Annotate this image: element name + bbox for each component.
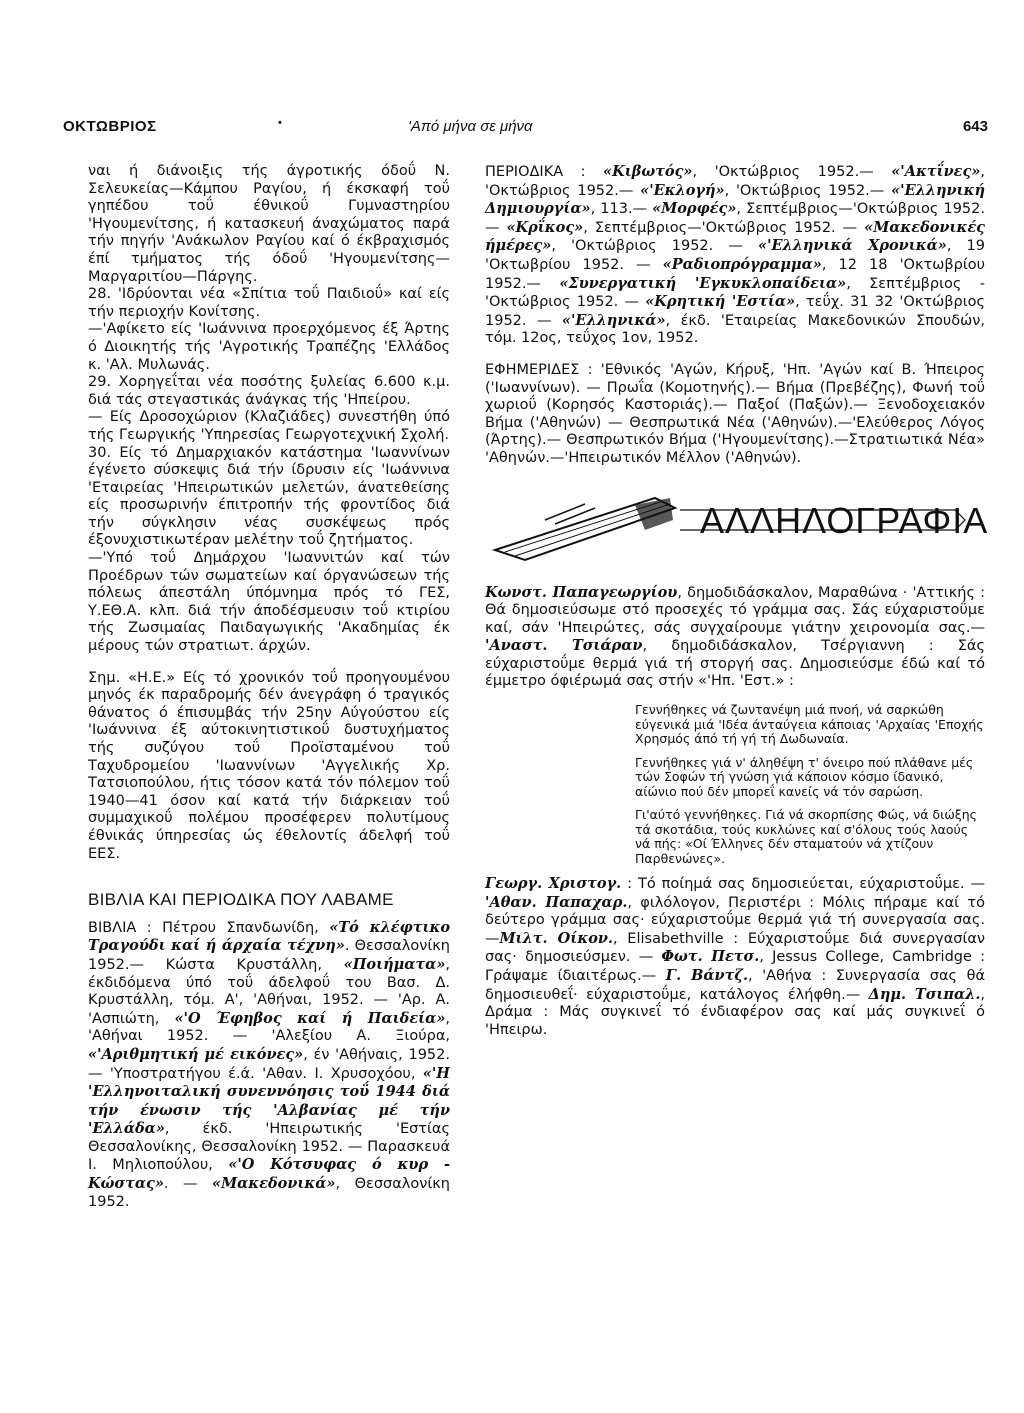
correspondence-banner: [485, 490, 989, 566]
periodical-title: «'Ελληνικά Χρονικά»: [758, 237, 947, 255]
reply-text: , δημοδιδάσκαλον, Τσέργιαννη : Σάς εύχαριστοΰμε θερμά γιά τή στοργή σας. Δημοσιεύσμε έδώ καί τό έμμετρο όφιέρωμά σας στήν «'Ηπ. 'Εστ.» :: [485, 638, 985, 690]
periodical-title: «Κρΐκος»: [506, 218, 584, 236]
periodical-text: , 'Οκτώβριος 1952.—: [485, 164, 985, 199]
left-column: [88, 163, 450, 1211]
book-title: «'Ο Έφηβος καί ή Παιδεία»: [174, 1009, 446, 1027]
books-heading: ΒΙΒΛΙΑ ΚΑΙ ΠΕΡΙΟΔΙΚΑ ΠΟΥ ΛΑΒΑΜΕ: [88, 890, 394, 910]
reply-text: , Jessus College, Cambridge : Γράψαμε ίδιαιτέρως.—: [485, 949, 985, 985]
books-text: , 'Αθήναι 1952. — 'Αλεξίου Α. Ξιούρα,: [88, 1010, 450, 1045]
book-title: «'Ο Κότσυφας ό κυρ - Κώστας»: [88, 1156, 450, 1193]
book-title: «'Αριθμητική μέ εικόνες»: [88, 1045, 304, 1063]
periodical-text: , 12 18 'Οκτωβρίου 1952.—: [485, 256, 986, 292]
periodical-text: , 'Οκτώβριος 1952.—: [724, 182, 892, 199]
periodical-title: «Κιβωτός»: [603, 163, 693, 180]
books-text: , έκδιδόμενα ύπό τοΰ άδελφοΰ του Βασ. Δ. Κρυστάλλη, τόμ. Α', 'Αθήναι, 1952. — 'Αρ. Α. 'Ασπιώτη,: [88, 956, 450, 1027]
recipient-name: 'Αναστ. Τσιάραν: [485, 637, 643, 655]
reply-text: , Elisabethville : Εύχαριστοΰμε διά συνεργασίαν σας· δημοσιεύσμεν. —: [485, 930, 986, 966]
periodical-title: «Μακεδονικές ήμέρες»: [485, 218, 986, 255]
book-title: «Ποιήματα»: [343, 955, 446, 973]
books-list: [88, 919, 450, 1212]
periodical-text: , 19 'Οκτωβρίου 1952. —: [485, 238, 986, 273]
periodical-text: , τεΰχ. 31 32 'Οκτώβριος 1952. —: [485, 294, 985, 329]
chronicle-paragraph: 28. 'Ιδρύονται νέα «Σπίτια τοΰ Παιδιοΰ» καί είς τήν περιοχήν Κονίτσης.: [88, 286, 450, 320]
periodical-text: , 113.—: [590, 201, 653, 218]
recipient-name: Δημ. Τσιπαλ.: [868, 985, 981, 1003]
header-bullet: •: [278, 117, 282, 129]
book-title: «'Η 'Ελληνοιταλική συνεννόησις τοΰ 1944 διά τήν ένωσιν τής 'Αλβανίας μέ τήν 'Ελλάδα»: [88, 1064, 450, 1138]
periodical-title: «Μορφές»: [652, 200, 737, 218]
book-title: «Τό κλέφτικο Τραγούδι καί ή άρχαία τέχνη»: [88, 918, 451, 955]
periodical-title: «'Ελληνική Δημιουργία»: [485, 181, 985, 218]
poem: [635, 703, 985, 866]
running-head-month: ΟΚΤΩΒΡΙΟΣ: [63, 118, 157, 135]
periodical-title: «'Ελληνικά»: [561, 311, 666, 329]
periodical-title: «'Ακτΐνες»: [891, 163, 981, 180]
page-number: 643: [962, 118, 988, 135]
periodical-title: «'Εκλογή»: [640, 181, 725, 199]
poem-stanza: Γεννήθηκες νά ζωντανέψη μιά πνοή, νά σαρκώθη εύγενικά μιά 'Ιδέα άνταύγεια κάποιας 'Αρχαίας 'Εποχής Χρησμός άπό τή γή τή Δωδωναία.: [635, 702, 984, 747]
periodical-text: , 'Οκτώβριος 1952. —: [551, 238, 758, 255]
running-head-section: 'Από μήνα σε μήνα: [408, 118, 533, 135]
books-text: , έν 'Αθήναις, 1952.— 'Υποστρατήγου έ.ά. 'Αθαν. Ι. Χρυσοχόου,: [88, 1046, 450, 1082]
books-text: , έκδ. 'Ηπειρωτικής 'Εστίας Θεσσαλονίκης, Θεσσαλονίκη 1952. — Παρασκευά Ι. Μηλιοπούλου,: [88, 1121, 450, 1174]
chronicle-paragraph: — Είς Δροσοχώριον (Κλαζιάδες) συνεστήθη ύπό τής Γεωργικής 'Υπηρεσίας Γεωργοτεχνική Σχολή.: [88, 409, 450, 443]
periodicals-list: [485, 163, 985, 348]
book-title: «Μακεδονικά»: [212, 1175, 336, 1193]
recipient-name: Γεωργ. Χριστογ.: [485, 875, 622, 893]
recipient-name: Κωνστ. Παπαγεωργίου: [485, 583, 678, 601]
periodical-title: «Συνεργατική 'Εγκυκλοπαίδεια»: [559, 274, 847, 292]
books-text: . Θεσσαλονίκη 1952.— Κώστα Κρυστάλλη,: [88, 938, 450, 973]
chronicle-paragraph: 29. Χορηγεΐται νέα ποσότης ξυλείας 6.600 κ.μ. διά τάς στεγαστικάς άνάγκας τής 'Ηπείρου.: [88, 374, 450, 408]
page-header: [63, 110, 988, 140]
editor-note: Σημ. «Η.Ε.» Είς τό χρονικόν τοΰ προηγουμένου μηνός έκ παραδρομής δέν άνεγράφη ό τραγικός θάνατος ό έπισυμβάς τήν 25ην Αύγούστου είς 'Ιωάννινα έξ αύτοκινητιστικοΰ δυστυχήματος τής συζύγου τοΰ Προϊσταμένου τοΰ Ταχυδρομείου 'Ιωαννίνων 'Αγγελικής Χρ. Τατσιοπούλου, ήτις τόσον κατά τόν πόλεμον τοΰ 1940—41 όσον καί κατά τήν διάρκειαν τοΰ συμμαχικοΰ πολέμου προσέφερεν πολυτίμους έθνικάς ύπηρεσίας ώς έθελοντίς άδελφή τοΰ ΕΕΣ.: [88, 669, 450, 862]
poem-stanza: Γεννήθηκες γιά ν' άληθέψη τ' όνειρο πού πλάθανε μές τών Σοφών τή γνώση γιά κάποιον κόσμο ίδανικό, αίώνιο πού δέν μπορεΐ κανείς νά τόν σαρώση.: [635, 754, 974, 799]
correspondence-text-2: [485, 875, 985, 1039]
reply-text: , φιλόλογον, Περιστέρι : Μόλις πήραμε καί τό δεύτερο γράμμα σας· εύχαριστοΰμε θερμά γιά τή συνεργασία σας.—: [485, 894, 985, 947]
correspondence-title: ΑΛΛΗΛΟΓΡΑΦΙΑ: [700, 499, 989, 541]
reply-text: , Δράμα : Μάς συγκινεΐ τό ένδιαφέρον σας καί μάς συγκινεΐ ό 'Ηπειρω.: [485, 986, 985, 1038]
reply-text: , 'Αθήνα : Συνεργασία σας θά δημοσιευθεΐ· εύχαριστοΰμε, κατάλογος έλήφθη.—: [485, 968, 985, 1003]
periodical-text: , Σεπτέμβριος—'Οκτώβριος 1952.—: [485, 201, 985, 236]
chronicle-paragraph: ναι ή διάνοιξις τής άγροτικής όδοΰ Ν. Σελευκείας—Κάμπου Ραγίου, ή έκσκαφή τοΰ γηπέδου τοΰ έθνικοΰ Γυμναστηρίου 'Ηγουμενίτσης, ή κατασκευή άναχώματος παρά τήν πηγήν 'Ανάκωλον Ραγίου καί ό έκβραχισμός έπί τμήματος τής όδοΰ 'Ηγουμενίτσης—Μαργαριτίου—Πάργης.: [88, 163, 450, 285]
correspondence-text: [485, 584, 985, 692]
books-text: , Θεσσαλονίκη 1952.: [88, 1176, 450, 1210]
recipient-name: 'Αθαν. Παπαχαρ.: [485, 893, 628, 911]
recipient-name: Γ. Βάντζ.: [665, 967, 748, 985]
reply-text: : Τό ποίημά σας δημοσιεύεται, εύχαριστοΰμε. —: [621, 876, 985, 893]
recipient-name: Μιλτ. Οίκον.: [499, 929, 613, 947]
periodical-text: , έκδ. 'Εταιρείας Μακεδονικών Σπουδών, τόμ. 12ος, τεΰχος 1ον, 1952.: [485, 312, 985, 347]
books-text: Πέτρου Σπανδωνίδη,: [162, 919, 330, 936]
books-text: . —: [163, 1176, 213, 1193]
periodical-title: «Κρητική 'Εστία»: [645, 293, 796, 311]
periodical-text: , Σεπτέμβριος—'Οκτώβριος 1952. —: [583, 219, 865, 236]
periodical-text: , 'Οκτώβριος 1952.—: [692, 164, 892, 180]
chronicle-paragraph: —'Υπό τοΰ Δημάρχου 'Ιωαννιτών καί τών Προέδρων τών σωματείων καί όργανώσεων τής πόλεως άπεστάλη ύπόμνημα πρός τό ΓΕΣ, Υ.ΕΘ.Α. κλπ. διά τήν άποδέσμευσιν τοΰ κτιρίου τής Ζωσιμαίας Παιδαγωγικής 'Ακαδημίας έκ μέρους τών στρατιωτ. άρχών.: [88, 550, 450, 655]
recipient-name: Φωτ. Πετσ.: [661, 948, 760, 966]
newspapers-list: ΕΦΗΜΕΡΙΔΕΣ : 'Εθνικός 'Αγών, Κήρυξ, 'Ηπ. 'Αγών καί Β. Ήπειρος ('Ιωαννίνων). — Πρωΐα (Κομοτηνής).— Βήμα (Πρεβέζης), Φωνή τοΰ χωριοΰ (Κορησός Καστοριάς).— Παξοί (Παξών).— Ξενοδοχειακόν Βήμα ('Αθηνών) — Θεσπρωτικά Νέα ('Αθηνών).—'Ελεύθερος Λόγος (Άρτης).— Θεσπρωτικόν Βήμα ('Ηγουμενίτσης).—Στρατιωτικά Νέα» 'Αθηνών.—'Ηπειρωτικόν Μέλλον ('Αθηνών).: [485, 361, 985, 466]
chronicle-paragraph: 30. Είς τό Δημαρχιακόν κατάστημα 'Ιωαννίνων έγένετο σύσκεψις διά τήν ίδρυσιν είς 'Ιωάννινα 'Εταιρείας 'Ηπειρωτικών μελετών, άνατεθείσης είς προσωρινήν έπιτροπήν τής φροντίδος διά τήν σύγκλησιν νέας συσκέψεως πρός έξονυχιστικωτέραν μελέτην τοΰ ζητήματος.: [88, 444, 450, 549]
books-label: ΒΙΒΛΙΑ :: [88, 919, 152, 936]
periodical-title: «Ραδιοπρόγραμμα»: [662, 255, 822, 273]
right-column: [485, 163, 989, 1039]
periodicals-label: ΠΕΡΙΟΔΙΚΑ :: [485, 164, 586, 180]
chronicle-paragraph: —'Αφίκετο είς 'Ιωάννινα προερχόμενος έξ Άρτης ό Διοικητής τής 'Αγροτικής Τραπέζης 'Ελλάδος κ. 'Αλ. Μυλωνάς.: [88, 321, 450, 373]
periodical-text: , Σεπτέμβριος - 'Οκτώβριος 1952. —: [485, 275, 985, 311]
reply-text: , δημοδιδάσκαλον, Μαραθώνα · 'Αττικής : Θά δημοσιεύσωμε στό προσεχές τό γράμμα σας. Σάς εύχαριστοΰμε καί, σάν 'Ηπειρώτες, σάς συγχαίρουμε γιάτην χειρονομία σας.—: [485, 584, 985, 636]
poem-stanza: Γι'αύτό γεννήθηκες. Γιά νά σκορπίσης Φώς, νά διώξης τά σκοτάδια, τούς κυκλώνες καί σ'όλους τούς λαούς νά πής: «Οί Έλληνες δέν σταματούν νά χτίζουν Παρθενώνες».: [635, 807, 978, 866]
